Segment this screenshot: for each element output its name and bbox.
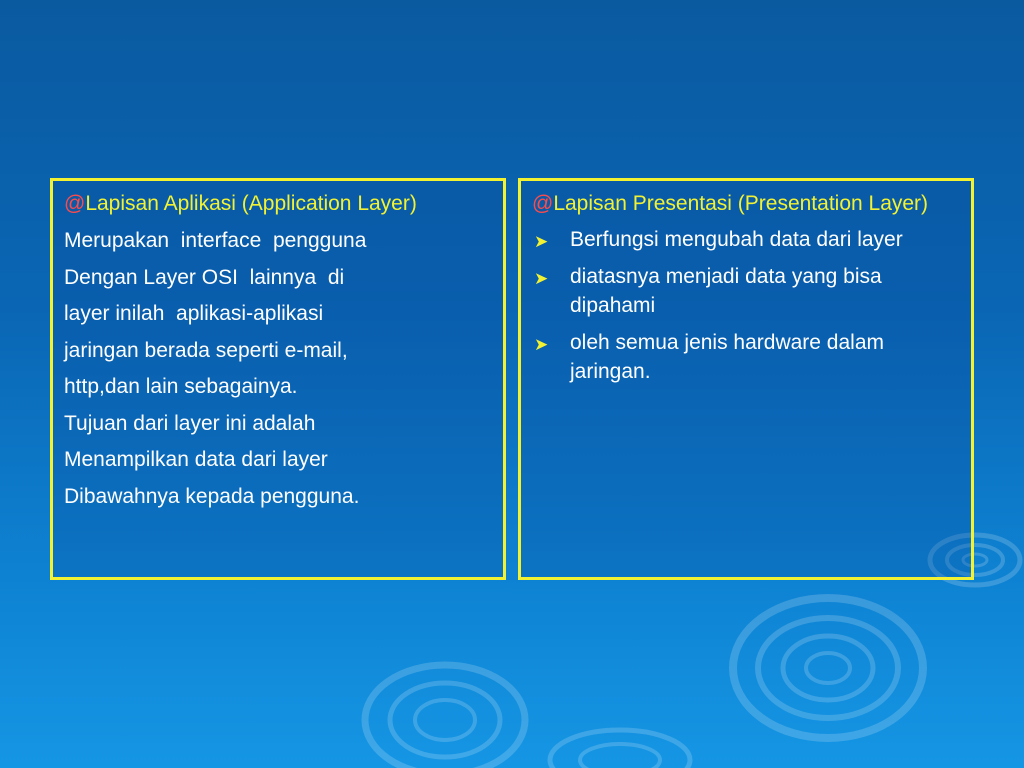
description-line: Menampilkan data dari layer: [64, 448, 328, 471]
description-line: Merupakan interface pengguna: [64, 229, 367, 252]
list-item: [532, 328, 971, 386]
application-layer-title: Lapisan Aplikasi (Application Layer): [85, 192, 417, 215]
application-layer-box: [50, 178, 506, 580]
list-item: [532, 262, 971, 320]
at-symbol: @: [532, 192, 554, 215]
presentation-layer-box: [518, 178, 974, 580]
arrow-bullet-icon: ➤: [534, 269, 549, 288]
presentation-layer-title: Lapisan Presentasi (Presentation Layer): [553, 192, 929, 215]
arrow-bullet-icon: ➤: [534, 335, 549, 354]
description-line: jaringan berada seperti e-mail,: [64, 338, 348, 362]
bullet-text: Berfungsi mengubah data dari layer: [570, 228, 903, 251]
list-item: [532, 225, 971, 254]
description-line: layer inilah aplikasi-aplikasi: [64, 302, 324, 325]
presentation-layer-heading: [532, 189, 971, 219]
bullet-text: oleh semua jenis hardware dalam jaringan.: [570, 331, 885, 383]
description-line: http,dan lain sebagainya.: [64, 375, 298, 398]
description-line: Dibawahnya kepada pengguna.: [64, 484, 360, 508]
description-line: Tujuan dari layer ini adalah: [64, 411, 316, 435]
presentation-bullet-list: [532, 225, 971, 386]
description-line: Dengan Layer OSI lainnya di: [64, 265, 345, 289]
bullet-text: diatasnya menjadi data yang bisa dipahami: [570, 265, 882, 317]
application-layer-heading: [64, 189, 503, 219]
at-symbol: @: [64, 192, 86, 215]
arrow-bullet-icon: ➤: [534, 232, 549, 251]
